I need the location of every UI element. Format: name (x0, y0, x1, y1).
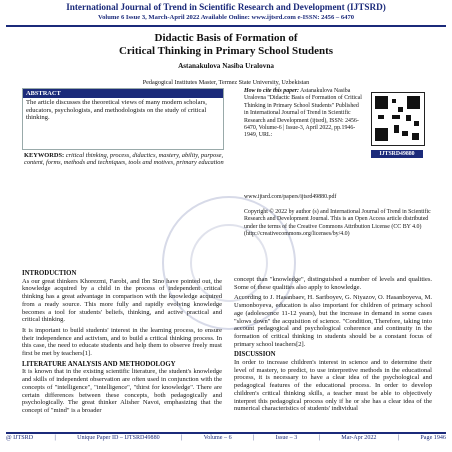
copyright-notice (244, 209, 432, 239)
footer-page: Page 1946 (420, 435, 446, 441)
right-paragraph-1: concept than "knowledge", distinguished a number of levels and qualities. Some of these qualities also apply to knowledge. (234, 276, 432, 291)
qr-code-icon (371, 92, 425, 146)
keywords-label: KEYWORDS: (24, 152, 65, 159)
footer-date: Mar-Apr 2022 (341, 435, 377, 441)
page-footer: @ IJTSRD | Unique Paper ID – IJTSRD49880 | Volume – 6 | Issue – 3 | Mar-Apr 2022 | Page 1946 (6, 435, 446, 441)
abstract-heading: ABSTRACT (23, 89, 223, 98)
abstract-box (22, 88, 224, 150)
right-paragraph-2: According to J. Hasanbaev, H. Sariboyev, G. Niyazov, O. Hasanboyeva, M. Usmonboyeva, education is also important for children of primary school age (adolescence 11-12 years), but the increase in demand in some cases "slows down" the acquisition of science. "Condition, Therefore, taking into account pedagogical and psychological coherence and continuity in the formation of critical thinking in students should be a constant focus of primary school teachers[2]. (234, 294, 432, 348)
right-column (234, 276, 432, 413)
qr-caption: IJTSRD49880 (371, 150, 423, 158)
author-affiliation: Pedagogical Institutes Master, Termez State University, Uzbekistan (142, 79, 310, 86)
literature-heading: LITERATURE ANALYSIS AND METHODOLOGY (22, 360, 176, 368)
journal-meta: Volume 6 Issue 3, March-April 2022 Available Online: www.ijtsrd.com e-ISSN: 2456 – 6470 (97, 14, 355, 21)
discussion-paragraph: In order to increase children's interest in science and to determine their level of mastery, to predict, to use interpretive methods in the educational process, it is necessary to have a clear idea of the psychological and pedagogical features of the educational process. In order to develop children's critical thinking skills, a teacher must be able to objectively interpret this pedagogical process only if he or she has a clear idea of the numerical characteristics of students' individual (234, 359, 432, 413)
footer-brand: @ IJTSRD (6, 435, 34, 441)
journal-name: International Journal of Trend in Scientific Research and Development (IJTSRD) (66, 2, 386, 12)
literature-paragraph: It is known that in the existing scientific literature, the student's knowledge and skills of independent observation are often used in conjunction with the concepts of "intelligence", "intelligence", "thirst for knowledge". There are certain differences between these concepts, both pedagogically and psychologically. The great thinker Alisher Navoi, emphasizing that the concept of "mind" is a broader (22, 368, 222, 414)
keywords (24, 152, 230, 167)
paper-title-line1: Didactic Basis of Formation of (154, 32, 298, 44)
footer-volume: Volume – 6 (203, 435, 232, 441)
citation-text: Astanakulova Nasiba Uralovna "Didactic Basis of Formation of Critical Thinking in Primary School Students" Published in International Journal of Trend in Scientific Research and Development (ijtsrd), ISSN: 2456-6470, Volume-6 | Issue-3, April 2022, pp.1946-1949, URL: (244, 88, 362, 139)
citation-block (244, 88, 364, 140)
intro-paragraph-2: It is important to build students' interest in the learning process, to ensure their independence and activism, and to build a critical thinking process. In this case, the need to educate students and help them to observe freely must first be met by teachers[1]. (22, 326, 222, 358)
keywords-text: critical thinking, process, didactics, mastery, ability, purpose, content, forms, methods and techniques, tools and motives, primary education (24, 152, 224, 167)
header-rule (6, 25, 446, 27)
footer-issue: Issue – 3 (275, 435, 298, 441)
footer-paper-id: Unique Paper ID – IJTSRD49880 (77, 435, 160, 441)
left-column (22, 270, 222, 415)
footer-rule (6, 432, 446, 434)
intro-paragraph-1: As our great thinkers Khorezmi, Farobi, and Ibn Sino have pointed out, the knowledge acquired by a child in the process of independent critical thinking has a great advantage in comparison with the knowledge acquired from a ready source. This more fully and rapidly evolving knowledge becomes a tool for students' beliefs, thinking, and active practical and critical thinking. (22, 277, 222, 324)
paper-title-line2: Critical Thinking in Primary School Students (118, 45, 334, 57)
intro-heading: INTRODUCTION (22, 270, 77, 277)
author-name: Astanakulova Nasiba Uralovna (178, 62, 274, 70)
paper-url[interactable]: www.ijtsrd.com/papers/ijtsrd49880.pdf (244, 194, 337, 200)
abstract-text: The article discusses the theoretical views of many modern scholars, educators, psychologists, and methodologists on the study of critical thinking. (26, 99, 207, 122)
citation-label: How to cite this paper: (244, 88, 299, 94)
journal-header (0, 0, 452, 26)
copyright-text: Copyright © 2022 by author (s) and International Journal of Trend in Scientific Research and Development Journal. This is an Open Access article distributed under the terms of the Creative Commons Attribution License (CC BY 4.0) (http://creativecommons.org/licenses/by/4.0) (244, 209, 431, 238)
discussion-heading: DISCUSSION (234, 351, 276, 359)
